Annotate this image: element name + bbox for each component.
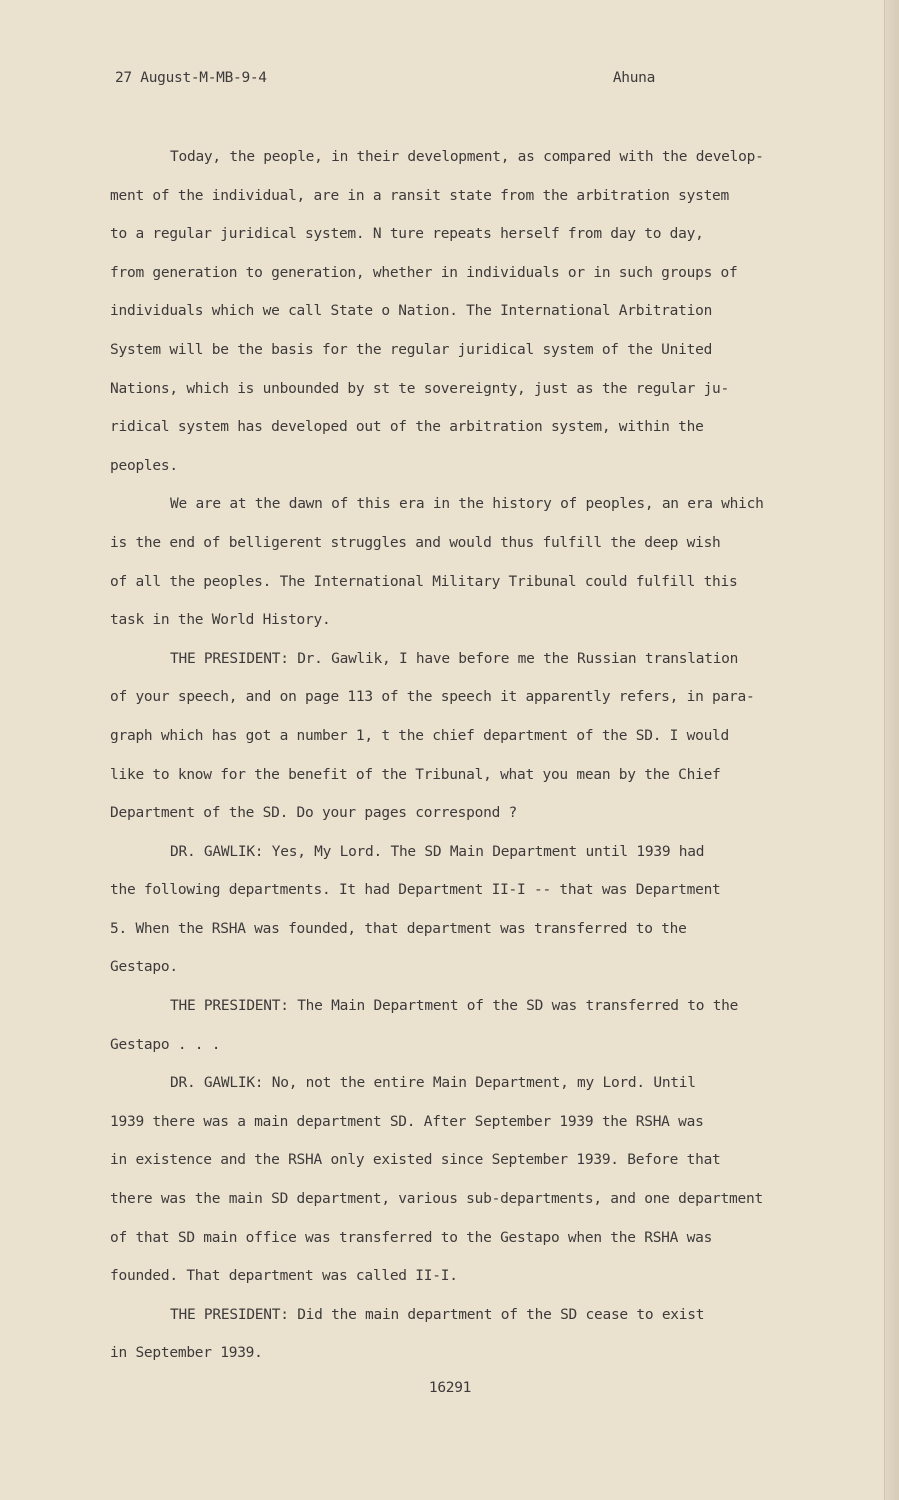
text-line: Gestapo. <box>110 959 178 976</box>
text-line: 5. When the RSHA was founded, that department was transferred to the <box>110 920 687 937</box>
text-line: Gestapo . . . <box>110 1036 221 1053</box>
text-line: there was the main SD department, various sub-departments, and one department <box>110 1191 763 1208</box>
paragraph <box>100 640 860 833</box>
paragraph <box>100 1296 860 1373</box>
text-line: DR. GAWLIK: No, not the entire Main Department, my Lord. Until <box>170 1075 696 1092</box>
text-line: individuals which we call State o Nation. The International Arbitration <box>110 303 713 320</box>
text-line: like to know for the benefit of the Tribunal, what you mean by the Chief <box>110 766 721 783</box>
text-line: in September 1939. <box>110 1345 263 1362</box>
document-reference: 27 August-M-MB-9-4 <box>115 70 267 86</box>
text-line: graph which has got a number 1, t the chief department of the SD. I would <box>110 727 730 744</box>
text-line: is the end of belligerent struggles and would thus fulfill the deep wish <box>110 534 721 551</box>
text-line: to a regular juridical system. N ture repeats herself from day to day, <box>110 226 704 243</box>
text-line: DR. GAWLIK: Yes, My Lord. The SD Main Department until 1939 had <box>170 843 705 860</box>
paragraph <box>100 138 860 485</box>
reporter-name: Ahuna <box>612 70 655 86</box>
text-line: Department of the SD. Do your pages correspond ? <box>110 805 518 822</box>
paragraph <box>100 833 860 987</box>
paragraph <box>100 987 860 1064</box>
text-line: founded. That department was called II-I. <box>110 1268 458 1285</box>
text-line: ridical system has developed out of the arbitration system, within the <box>110 419 704 436</box>
text-line: We are at the dawn of this era in the history of peoples, an era which <box>170 496 764 513</box>
text-line: in existence and the RSHA only existed since September 1939. Before that <box>110 1152 721 1169</box>
text-line: peoples. <box>110 457 178 474</box>
text-line: of all the peoples. The International Military Tribunal could fulfill this <box>110 573 738 590</box>
text-line: ment of the individual, are in a ransit state from the arbitration system <box>110 187 730 204</box>
text-line: THE PRESIDENT: Dr. Gawlik, I have before me the Russian translation <box>170 650 739 667</box>
text-line: the following departments. It had Department II-I -- that was Department <box>110 882 721 899</box>
paragraph <box>100 1064 860 1296</box>
text-line: Today, the people, in their development, as compared with the develop- <box>170 149 764 165</box>
page-edge <box>884 0 899 1500</box>
paragraph <box>100 485 860 639</box>
transcript-body <box>100 138 860 1373</box>
text-line: THE PRESIDENT: The Main Department of the SD was transferred to the <box>170 998 739 1015</box>
text-line: System will be the basis for the regular juridical system of the United <box>110 341 713 358</box>
text-line: Nations, which is unbounded by st te sovereignty, just as the regular ju- <box>110 380 730 397</box>
text-line: task in the World History. <box>110 612 331 629</box>
text-line: THE PRESIDENT: Did the main department of the SD cease to exist <box>170 1306 705 1323</box>
page-number: 16291 <box>428 1380 472 1396</box>
text-line: from generation to generation, whether in individuals or in such groups of <box>110 264 738 281</box>
text-line: of that SD main office was transferred to the Gestapo when the RSHA was <box>110 1229 713 1246</box>
text-line: 1939 there was a main department SD. After September 1939 the RSHA was <box>110 1113 704 1130</box>
text-line: of your speech, and on page 113 of the speech it apparently refers, in para- <box>110 689 755 706</box>
